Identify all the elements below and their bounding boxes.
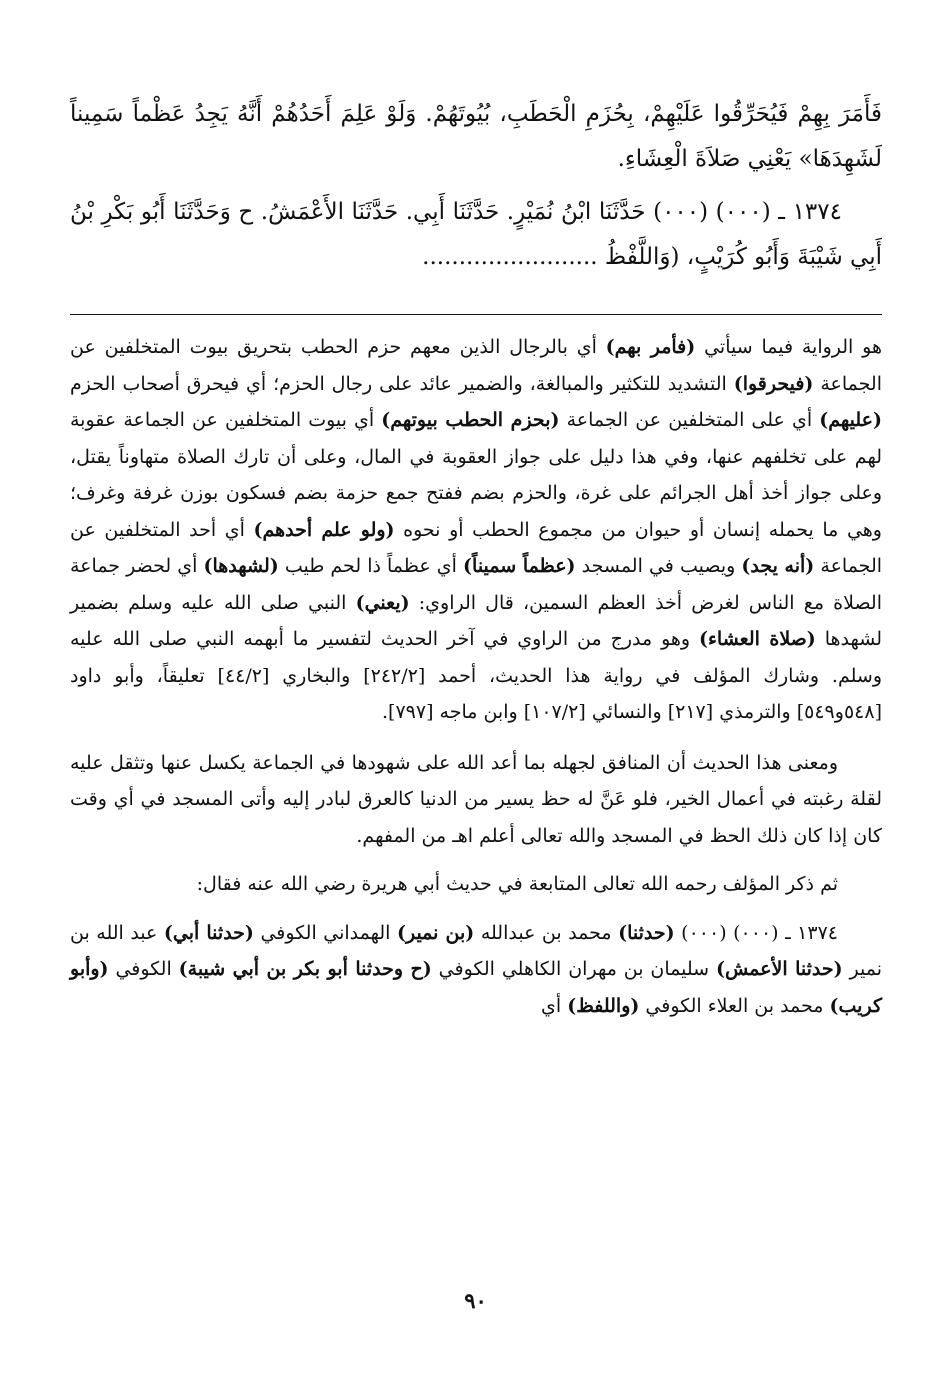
quoted-phrase: (لشهدها) [203,555,279,577]
quoted-phrase: (حدثنا الأعمش) [715,958,843,980]
commentary-run: هو الرواية فيما سيأتي [695,336,882,358]
commentary-paragraph-3: ثم ذكر المؤلف رحمه الله تعالى المتابعة في حديث أبي هريرة رضي الله عنه فقال: [196,873,838,895]
quoted-phrase: (عظماً سميناً) [463,555,576,577]
commentary-run: أي عظماً ذا لحم طيب [278,555,464,577]
commentary-run: محمد بن العلاء الكوفي [639,994,830,1017]
commentary-paragraph-4 [70,915,882,1025]
hadith-text [70,92,882,280]
book-page [70,92,882,1332]
commentary-run: وهو مدرج من الراوي في آخر الحديث لتفسير ما أبهمه النبي صلى الله عليه وسلم. وشارك المؤلف في رواية هذا الحديث، أحمد [٢٤٢/٢] والبخاري [٤٤/٢] تعليقاً، وأبو داود [٥٤٨و٥٤٩] والترمذي [٢١٧] والنسائي [١٠٧/٢] وابن ماجه [٧٩٧]. [70,628,882,723]
quoted-phrase: (وأبو كريب) [70,958,882,1017]
quoted-phrase: (واللفظ) [567,994,640,1017]
commentary-run: عبد الله بن نمير [70,921,882,980]
quoted-phrase: (فأمر بهم) [605,336,696,358]
quoted-phrase: (بحزم الحطب بيوتهم) [381,409,560,431]
commentary-text [70,329,882,1024]
commentary-run: النبي صلى الله عليه وسلم بضمير لشهدها [70,591,882,650]
commentary-run: أي لحضر جماعة الصلاة مع الناس لغرض أخذ العظم السمين، قال الراوي: [70,555,882,614]
quoted-phrase: (بن نمير) [396,921,475,944]
quoted-phrase: (حدثنا أبي) [163,921,254,944]
commentary-paragraph-1 [70,329,882,731]
hadith-paragraph-2: ١٣٧٤ ـ (٠٠٠) (٠٠٠) حَدَّثَنَا ابْنُ نُمَيْرٍ. حَدَّثَنَا أَبِي. حَدَّثَنَا الأَعْمَشُ. ح وَحَدَّثَنَا أَبُو بَكْرِ بْنُ أَبِي شَيْبَةَ وَأَبُو كُرَيْبٍ، (وَاللَّفْظُ ........................ [70,199,882,270]
quoted-phrase: (فيحرقوا) [733,372,814,395]
commentary-run: ويصيب في المسجد [575,555,742,577]
quoted-phrase: (حدثنا) [618,921,675,944]
separator-line [70,314,882,315]
quoted-phrase: (ولو علم أحدهم) [253,518,395,541]
commentary-run: أي أحد المتخلفين عن الجماعة [70,518,883,577]
hadith-paragraph-1: فَأَمَرَ بِهِمْ فَيُحَرِّقُوا عَلَيْهِمْ، بِحُزَمِ الْحَطَبِ، بُيُوتَهُمْ. وَلَوْ عَلِمَ أَحَدُهُمْ أَنَّهُ يَجِدُ عَظْماً سَمِيناً لَشَهِدَهَا» يَعْنِي صَلاَةَ الْعِشَاءِ. [70,101,882,172]
commentary-run: أي بيوت المتخلفين عن الجماعة عقوبة لهم على تخلفهم عنها، وفي هذا دليل على جواز العقوبة في المال، وعلى أن تارك الصلاة متهاوناً يقتل، وعلى جواز أخذ أهل الجرائم على غرة، والحزم بضم ففتح جمع حزمة بضم فسكون بوزن غرفة وغرف؛ وهي ما يحمله إنسان أو حيوان من مجموع الحطب أو نحوه [70,409,882,541]
quoted-phrase: (أنه يجد) [741,555,815,577]
quoted-phrase: (يعني) [355,591,410,614]
commentary-paragraph-2: ومعنى هذا الحديث أن المنافق لجهله بما أعد الله على شهودها في الجماعة يكسل عنها وتثقل عليه لقلة رغبته في أعمال الخير، فلو عَنَّ له حظ يسير من الدنيا كالعرق لبادر إليه وأتى المسجد في أي وقت كان إذا كان ذلك الحظ في المسجد والله تعالى أعلم اهـ من المفهم. [70,751,882,847]
quoted-phrase: (ح وحدثنا أبو بكر بن أبي شيبة) [178,958,432,980]
commentary-run: أي [541,994,568,1017]
commentary-run: أي على المتخلفين عن الجماعة [559,409,820,431]
commentary-run: ١٣٧٤ ـ (٠٠٠) (٠٠٠) [674,921,838,944]
commentary-run: التشديد للتكثير والمبالغة، والضمير عائد على رجال الحزم؛ أي فيحرق أصحاب الحزم [70,372,734,395]
commentary-run: الهمداني الكوفي [253,921,397,944]
quoted-phrase: (عليهم) [819,409,882,431]
commentary-run: محمد بن عبدالله [474,921,619,944]
commentary-run: سليمان بن مهران الكاهلي الكوفي [431,958,716,980]
commentary-run: أي بالرجال الذين معهم حزم الحطب بتحريق بيوت المتخلفين عن الجماعة [70,336,882,395]
commentary-run: الكوفي [108,958,179,980]
page-number: ٩٠ [464,1288,487,1313]
quoted-phrase: (صلاة العشاء) [699,628,816,650]
